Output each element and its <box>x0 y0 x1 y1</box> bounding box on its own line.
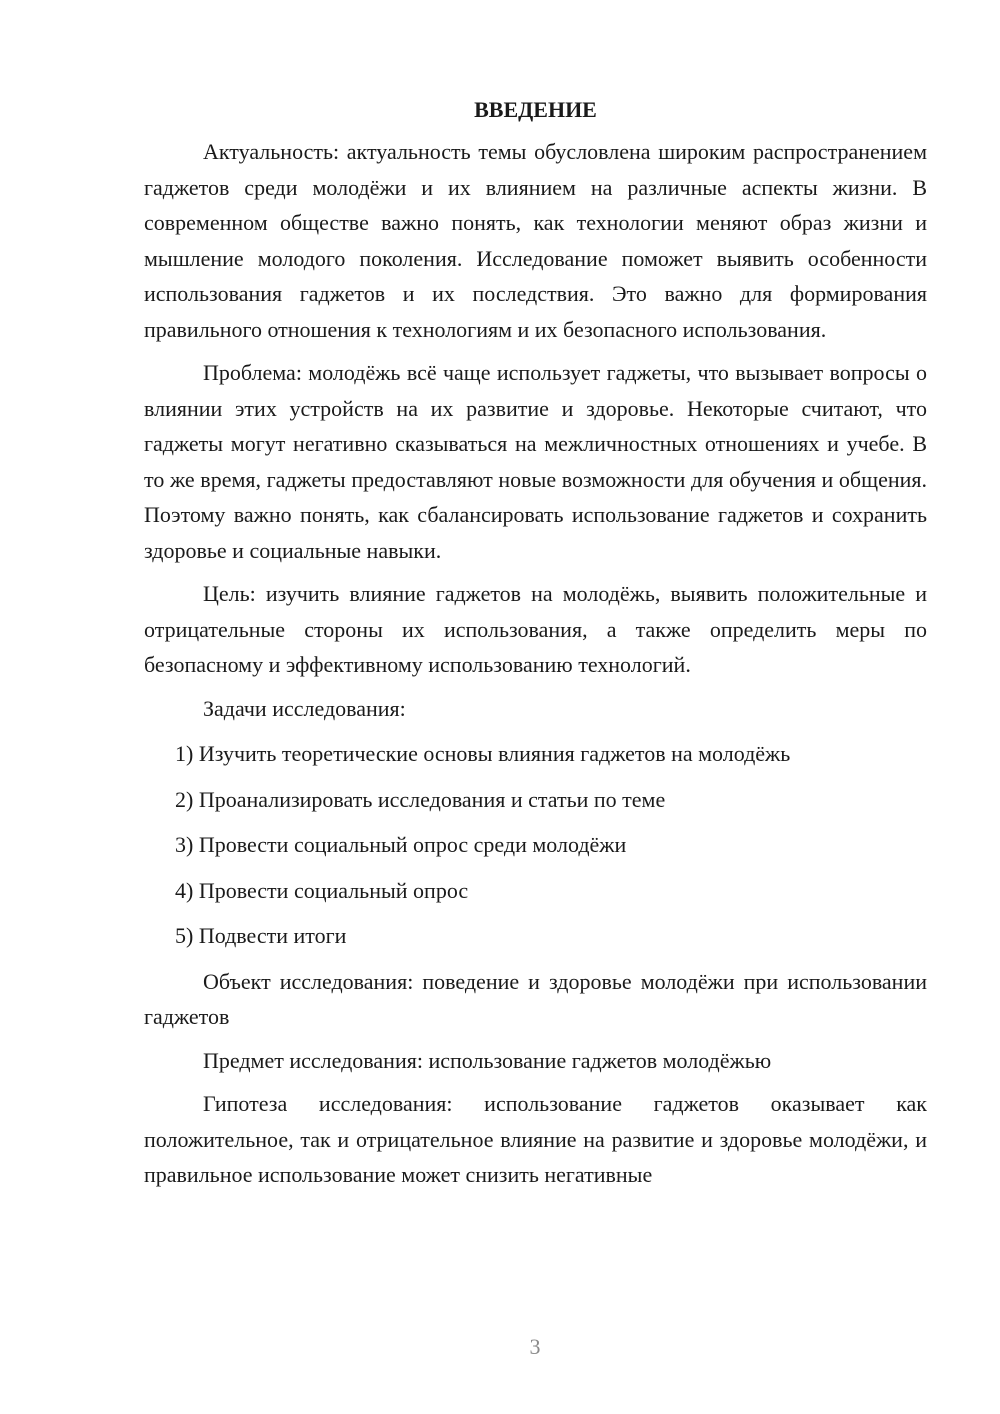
problem-paragraph: Проблема: молодёжь всё чаще использует гаджеты, что вызывает вопросы о влиянии этих устройств на их развитие и здоровье. Некоторые считают, что гаджеты могут негативно сказываться на межличностных отношениях и учебе. В то же время, гаджеты предоставляют новые возможности для обучения и общения. Поэтому важно понять, как сбалансировать использование гаджетов и сохранить здоровье и социальные навыки. <box>144 360 927 563</box>
subject-paragraph: Предмет исследования: использование гаджетов молодёжью <box>203 1047 772 1073</box>
hypothesis-paragraph: Гипотеза исследования: использование гаджетов оказывает как положительное, так и отрицательное влияние на развитие и здоровье молодёжи, и правильное использование может снизить негативные <box>144 1091 927 1187</box>
list-item: 5) Подвести итоги <box>175 923 347 948</box>
page-content <box>144 96 927 1201</box>
object-paragraph: Объект исследования: поведение и здоровье молодёжи при использовании гаджетов <box>144 968 927 1029</box>
page-number: 3 <box>529 1334 541 1359</box>
list-item: 2) Проанализировать исследования и статьи по теме <box>175 786 666 812</box>
tasks-heading: Задачи исследования: <box>203 695 406 721</box>
tasks-list <box>144 736 927 954</box>
list-item: 1) Изучить теоретические основы влияния гаджетов на молодёжь <box>175 741 791 766</box>
list-item: 4) Провести социальный опрос <box>175 877 469 903</box>
list-item: 3) Провести социальный опрос среди молодёжи <box>175 832 627 857</box>
page-title: ВВЕДЕНИЕ <box>474 97 597 122</box>
relevance-paragraph: Актуальность: актуальность темы обусловлена широким распространением гаджетов среди молодёжи и их влиянием на различные аспекты жизни. В современном обществе важно понять, как технологии меняют образ жизни и мышление молодого поколения. Исследование поможет выявить особенности использования гаджетов и их последствия. Это важно для формирования правильного отношения к технологиям и их безопасного использования. <box>144 139 927 342</box>
goal-paragraph: Цель: изучить влияние гаджетов на молодёжь, выявить положительные и отрицательные стороны их использования, а также определить меры по безопасному и эффективному использованию технологий. <box>144 581 927 677</box>
